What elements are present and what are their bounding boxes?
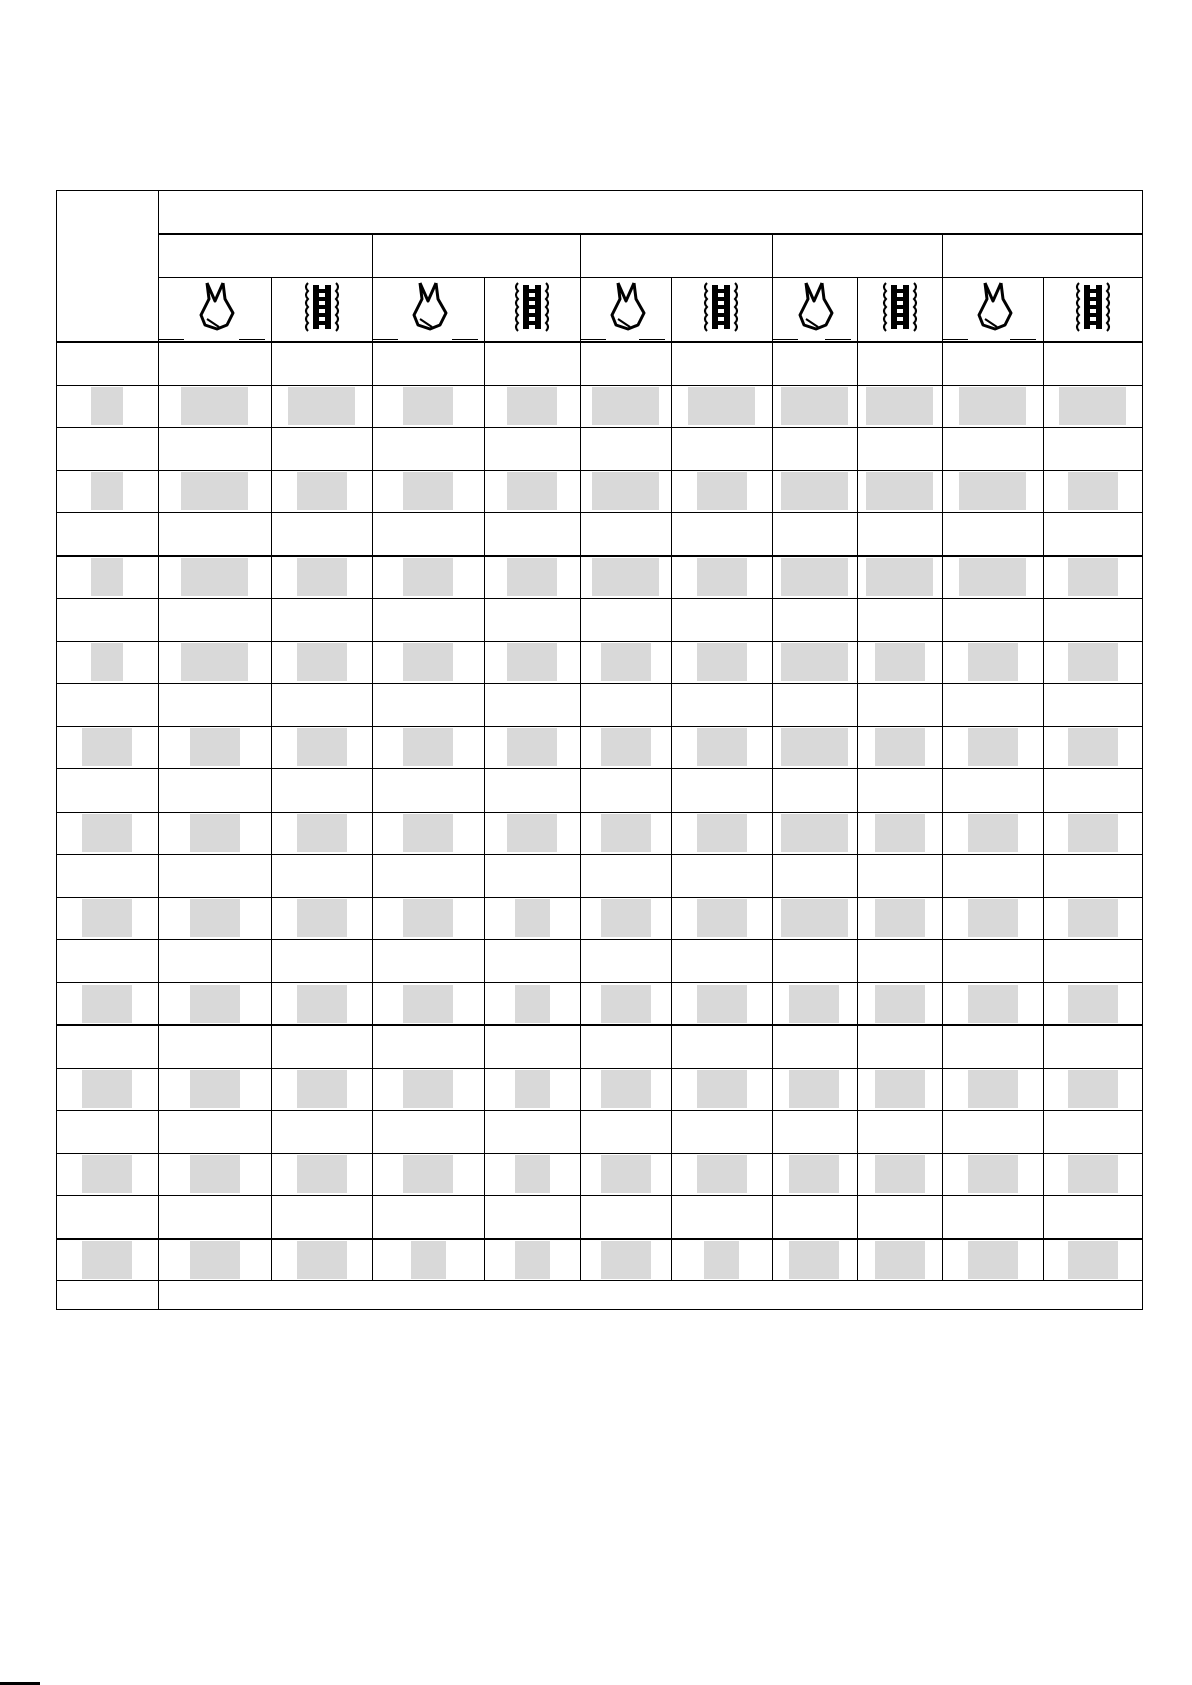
redacted-cell xyxy=(781,728,848,766)
redacted-cell xyxy=(297,1155,347,1193)
section-divider xyxy=(580,233,581,1280)
table-row-line xyxy=(56,726,1142,727)
threaded-anchor-icon xyxy=(699,279,743,335)
threaded-anchor-icon xyxy=(1071,279,1115,335)
redacted-cell xyxy=(507,814,557,852)
icon-baseline xyxy=(639,339,665,340)
redacted-cell xyxy=(297,899,347,937)
redacted-cell xyxy=(601,1070,651,1108)
redacted-cell xyxy=(781,472,848,510)
redacted-cell xyxy=(297,1241,347,1279)
redacted-cell xyxy=(1068,1155,1118,1193)
table-row-line xyxy=(56,897,1142,898)
icon-baseline xyxy=(158,339,184,340)
redacted-cell xyxy=(875,643,925,681)
redacted-cell xyxy=(789,1241,839,1279)
redacted-cell xyxy=(704,1241,739,1279)
redacted-cell xyxy=(181,558,248,596)
redacted-cell xyxy=(297,814,347,852)
redacted-cell xyxy=(959,558,1026,596)
redacted-cell xyxy=(592,558,659,596)
table-row-line xyxy=(56,598,1142,599)
redacted-cell xyxy=(875,728,925,766)
redacted-cell xyxy=(1068,985,1118,1023)
table-row-line xyxy=(56,683,1142,684)
redacted-cell xyxy=(181,472,248,510)
icon-baseline xyxy=(239,339,265,340)
redacted-cell xyxy=(515,899,550,937)
redacted-cell xyxy=(866,558,933,596)
redacted-cell xyxy=(697,814,747,852)
redacted-cell xyxy=(968,985,1018,1023)
icon-baseline xyxy=(372,339,398,340)
redacted-cell xyxy=(601,985,651,1023)
table-row-line xyxy=(56,512,1142,513)
redacted-cell xyxy=(697,728,747,766)
redacted-row-label xyxy=(82,1070,132,1108)
redacted-cell xyxy=(968,1070,1018,1108)
redacted-cell xyxy=(601,1155,651,1193)
redacted-cell xyxy=(515,1070,550,1108)
redacted-cell xyxy=(968,1241,1018,1279)
icon-baseline xyxy=(580,339,606,340)
redacted-cell xyxy=(403,985,453,1023)
section-divider xyxy=(942,233,943,1280)
redacted-cell xyxy=(181,387,248,425)
drill-bit-icon xyxy=(971,279,1015,335)
table-border-top xyxy=(56,190,1142,191)
redacted-cell xyxy=(297,728,347,766)
redacted-cell xyxy=(697,558,747,596)
redacted-cell xyxy=(190,1155,240,1193)
redacted-cell xyxy=(507,558,557,596)
table-row-line xyxy=(56,1024,1142,1026)
redacted-cell xyxy=(875,1070,925,1108)
redacted-cell xyxy=(1068,1070,1118,1108)
redacted-cell xyxy=(190,899,240,937)
redacted-cell xyxy=(297,558,347,596)
redacted-cell xyxy=(403,643,453,681)
redacted-cell xyxy=(1068,728,1118,766)
redacted-cell xyxy=(697,985,747,1023)
header-bottom-line xyxy=(56,341,1142,343)
redacted-cell xyxy=(403,1070,453,1108)
redacted-cell xyxy=(781,814,848,852)
icon-baseline xyxy=(1010,339,1036,340)
table-border-left xyxy=(56,190,57,1309)
redacted-cell xyxy=(592,387,659,425)
redacted-cell xyxy=(190,814,240,852)
redacted-cell xyxy=(781,387,848,425)
redacted-cell xyxy=(515,1241,550,1279)
redacted-cell xyxy=(1059,387,1126,425)
redacted-cell xyxy=(1068,472,1118,510)
threaded-anchor-icon xyxy=(878,279,922,335)
redacted-cell xyxy=(968,728,1018,766)
redacted-cell xyxy=(968,643,1018,681)
redacted-cell xyxy=(403,472,453,510)
redacted-row-label xyxy=(91,472,123,510)
row-label-divider xyxy=(158,190,159,1309)
redacted-row-label xyxy=(91,643,123,681)
redacted-cell xyxy=(968,1155,1018,1193)
redacted-cell xyxy=(1068,558,1118,596)
redacted-cell xyxy=(697,1155,747,1193)
table-row-line xyxy=(56,470,1142,471)
redacted-row-label xyxy=(82,814,132,852)
redacted-cell xyxy=(403,1155,453,1193)
redacted-cell xyxy=(507,472,557,510)
redacted-row-label xyxy=(82,1241,132,1279)
redacted-row-label xyxy=(82,985,132,1023)
redacted-cell xyxy=(507,643,557,681)
icon-baseline xyxy=(772,339,798,340)
redacted-cell xyxy=(959,387,1026,425)
section-divider xyxy=(772,233,773,1280)
redacted-cell xyxy=(875,899,925,937)
table-row-line xyxy=(56,427,1142,428)
table-row-line xyxy=(56,1238,1142,1240)
redacted-cell xyxy=(697,1070,747,1108)
redacted-cell xyxy=(1068,814,1118,852)
redacted-cell xyxy=(875,1155,925,1193)
redacted-cell xyxy=(789,1155,839,1193)
table-row-line xyxy=(56,1153,1142,1154)
drill-bit-icon xyxy=(792,279,836,335)
table-row-line xyxy=(56,1280,1142,1281)
redacted-cell xyxy=(781,899,848,937)
redacted-cell xyxy=(601,814,651,852)
redacted-cell xyxy=(297,1070,347,1108)
redacted-cell xyxy=(297,985,347,1023)
redacted-cell xyxy=(968,899,1018,937)
redacted-cell xyxy=(875,1241,925,1279)
redacted-cell xyxy=(190,985,240,1023)
redacted-cell xyxy=(1068,899,1118,937)
redacted-row-label xyxy=(82,1155,132,1193)
threaded-anchor-icon xyxy=(300,279,344,335)
redacted-cell xyxy=(403,899,453,937)
table-row-line xyxy=(56,1110,1142,1111)
redacted-cell xyxy=(781,643,848,681)
icon-baseline xyxy=(452,339,478,340)
section-divider xyxy=(372,233,373,1280)
drill-bit-icon xyxy=(193,279,237,335)
redacted-cell xyxy=(515,1155,550,1193)
redacted-cell xyxy=(601,643,651,681)
redacted-cell xyxy=(1068,1241,1118,1279)
table-row-line xyxy=(56,1068,1142,1069)
redacted-row-label xyxy=(82,728,132,766)
redacted-cell xyxy=(190,728,240,766)
table-row-line xyxy=(56,385,1142,386)
redacted-cell xyxy=(866,387,933,425)
icon-baseline xyxy=(942,339,968,340)
table-row-line xyxy=(56,939,1142,940)
redacted-cell xyxy=(403,558,453,596)
redacted-cell xyxy=(697,643,747,681)
redacted-cell xyxy=(403,728,453,766)
redacted-cell xyxy=(507,387,557,425)
table-row-line xyxy=(56,1195,1142,1196)
redacted-cell xyxy=(1068,643,1118,681)
table-row-line xyxy=(56,812,1142,813)
redacted-cell xyxy=(601,899,651,937)
redacted-cell xyxy=(403,387,453,425)
table-row-line xyxy=(56,982,1142,983)
table-row-line xyxy=(56,768,1142,769)
table-border-bottom xyxy=(56,1309,1143,1310)
redacted-cell xyxy=(959,472,1026,510)
redacted-cell xyxy=(601,1241,651,1279)
redacted-cell xyxy=(601,728,651,766)
redacted-cell xyxy=(875,985,925,1023)
redacted-row-label xyxy=(82,899,132,937)
redacted-cell xyxy=(507,728,557,766)
redacted-cell xyxy=(875,814,925,852)
icon-baseline xyxy=(825,339,851,340)
redacted-cell xyxy=(697,899,747,937)
redacted-cell xyxy=(688,387,755,425)
redacted-cell xyxy=(697,472,747,510)
redacted-cell xyxy=(789,985,839,1023)
redacted-cell xyxy=(411,1241,446,1279)
redacted-cell xyxy=(403,814,453,852)
header-subcolumn-line xyxy=(158,277,1142,278)
redacted-cell xyxy=(181,643,248,681)
redacted-cell xyxy=(866,472,933,510)
header-section-line xyxy=(158,233,1142,235)
redacted-cell xyxy=(190,1241,240,1279)
threaded-anchor-icon xyxy=(510,279,554,335)
redacted-cell xyxy=(297,472,347,510)
redacted-row-label xyxy=(91,387,123,425)
redacted-cell xyxy=(190,1070,240,1108)
drill-bit-icon xyxy=(406,279,450,335)
redacted-cell xyxy=(288,387,355,425)
table-row-line xyxy=(56,854,1142,855)
redacted-cell xyxy=(515,985,550,1023)
redacted-cell xyxy=(968,814,1018,852)
redacted-cell xyxy=(789,1070,839,1108)
table-row-line xyxy=(56,641,1142,642)
drill-bit-icon xyxy=(604,279,648,335)
redacted-row-label xyxy=(91,558,123,596)
table-row-line xyxy=(56,555,1142,557)
table-border-right xyxy=(1142,190,1143,1309)
redacted-cell xyxy=(592,472,659,510)
redacted-cell xyxy=(297,643,347,681)
redacted-cell xyxy=(781,558,848,596)
